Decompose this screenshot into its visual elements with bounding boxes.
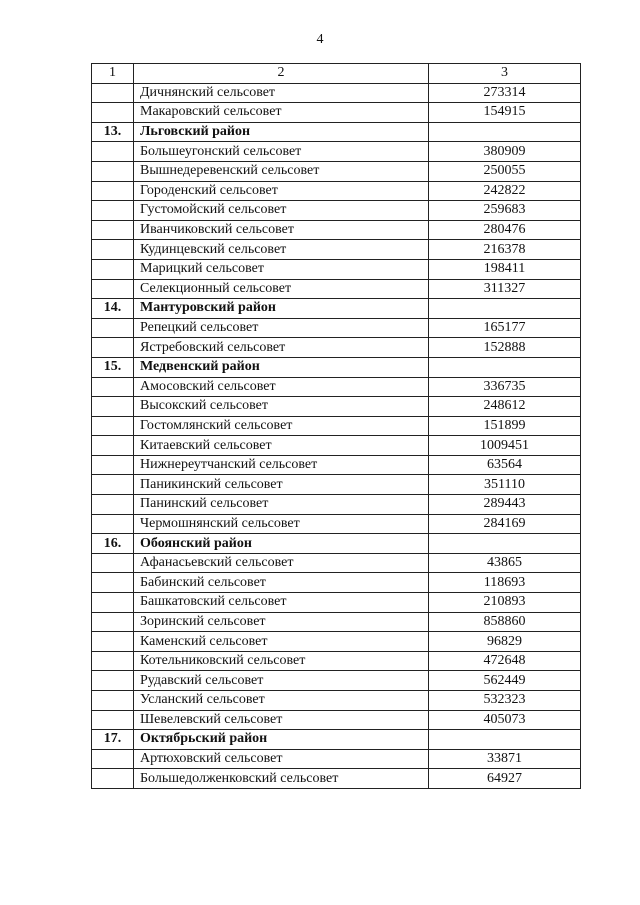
table-row — [92, 514, 581, 534]
table-row — [92, 161, 581, 181]
row-value: 64927 — [429, 769, 581, 789]
council-name: Бабинский сельсовет — [134, 573, 429, 593]
row-value: 280476 — [429, 220, 581, 240]
district-row — [92, 357, 581, 377]
council-name: Рудавский сельсовет — [134, 671, 429, 691]
row-number — [92, 612, 134, 632]
district-name: Медвенский район — [134, 357, 429, 377]
row-number — [92, 220, 134, 240]
row-value: 284169 — [429, 514, 581, 534]
row-number: 13. — [92, 122, 134, 142]
row-value: 472648 — [429, 651, 581, 671]
council-name: Городенский сельсовет — [134, 181, 429, 201]
table-row — [92, 691, 581, 711]
council-name: Ястребовский сельсовет — [134, 338, 429, 358]
row-value — [429, 357, 581, 377]
district-name: Льговский район — [134, 122, 429, 142]
row-value — [429, 122, 581, 142]
row-number — [92, 573, 134, 593]
allocation-table — [91, 63, 581, 789]
row-value: 63564 — [429, 455, 581, 475]
table-row — [92, 103, 581, 123]
table-row — [92, 495, 581, 515]
council-name: Кудинцевский сельсовет — [134, 240, 429, 260]
table-row — [92, 83, 581, 103]
council-name: Селекционный сельсовет — [134, 279, 429, 299]
row-value: 273314 — [429, 83, 581, 103]
row-value: 165177 — [429, 318, 581, 338]
table-row — [92, 632, 581, 652]
row-value: 210893 — [429, 593, 581, 613]
row-number — [92, 651, 134, 671]
column-header-1: 1 — [92, 64, 134, 84]
row-number — [92, 83, 134, 103]
row-value: 242822 — [429, 181, 581, 201]
row-value: 33871 — [429, 749, 581, 769]
table-row — [92, 142, 581, 162]
table-row — [92, 377, 581, 397]
row-value: 198411 — [429, 259, 581, 279]
row-value: 1009451 — [429, 436, 581, 456]
row-value: 152888 — [429, 338, 581, 358]
row-number — [92, 553, 134, 573]
table-row — [92, 201, 581, 221]
row-value — [429, 730, 581, 750]
council-name: Репецкий сельсовет — [134, 318, 429, 338]
row-value — [429, 299, 581, 319]
council-name: Иванчиковский сельсовет — [134, 220, 429, 240]
row-number — [92, 455, 134, 475]
table-row — [92, 553, 581, 573]
row-number — [92, 142, 134, 162]
row-number: 14. — [92, 299, 134, 319]
row-number: 15. — [92, 357, 134, 377]
row-number — [92, 475, 134, 495]
council-name: Китаевский сельсовет — [134, 436, 429, 456]
row-number — [92, 514, 134, 534]
page-number: 4 — [316, 32, 324, 47]
council-name: Густомойский сельсовет — [134, 201, 429, 221]
column-header-3: 3 — [429, 64, 581, 84]
row-value: 43865 — [429, 553, 581, 573]
row-number — [92, 769, 134, 789]
council-name: Высокский сельсовет — [134, 397, 429, 417]
row-number — [92, 279, 134, 299]
table-row — [92, 593, 581, 613]
table-row — [92, 651, 581, 671]
table-row — [92, 671, 581, 691]
council-name: Гостомлянский сельсовет — [134, 416, 429, 436]
row-number — [92, 436, 134, 456]
council-name: Котельниковский сельсовет — [134, 651, 429, 671]
table-row — [92, 710, 581, 730]
table-header-row — [92, 64, 581, 84]
table-row — [92, 436, 581, 456]
council-name: Паникинский сельсовет — [134, 475, 429, 495]
district-row — [92, 730, 581, 750]
row-number — [92, 397, 134, 417]
council-name: Башкатовский сельсовет — [134, 593, 429, 613]
row-number — [92, 691, 134, 711]
row-number — [92, 749, 134, 769]
council-name: Макаровский сельсовет — [134, 103, 429, 123]
table-row — [92, 455, 581, 475]
district-name: Обоянский район — [134, 534, 429, 554]
table-row — [92, 240, 581, 260]
row-value: 336735 — [429, 377, 581, 397]
council-name: Артюховский сельсовет — [134, 749, 429, 769]
row-value: 248612 — [429, 397, 581, 417]
council-name: Нижнереутчанский сельсовет — [134, 455, 429, 475]
table-row — [92, 769, 581, 789]
district-row — [92, 122, 581, 142]
row-number — [92, 416, 134, 436]
council-name: Панинский сельсовет — [134, 495, 429, 515]
table-row — [92, 573, 581, 593]
row-value: 311327 — [429, 279, 581, 299]
table-row — [92, 475, 581, 495]
row-number: 17. — [92, 730, 134, 750]
row-number — [92, 495, 134, 515]
table-body — [92, 83, 581, 788]
row-number — [92, 240, 134, 260]
council-name: Вышнедеревенский сельсовет — [134, 161, 429, 181]
row-number — [92, 671, 134, 691]
council-name: Каменский сельсовет — [134, 632, 429, 652]
row-number — [92, 632, 134, 652]
row-number — [92, 338, 134, 358]
district-name: Мантуровский район — [134, 299, 429, 319]
table-row — [92, 397, 581, 417]
row-number — [92, 259, 134, 279]
row-value: 154915 — [429, 103, 581, 123]
district-row — [92, 534, 581, 554]
row-value: 405073 — [429, 710, 581, 730]
table-row — [92, 318, 581, 338]
table-row — [92, 749, 581, 769]
council-name: Большеугонский сельсовет — [134, 142, 429, 162]
council-name: Амосовский сельсовет — [134, 377, 429, 397]
council-name: Шевелевский сельсовет — [134, 710, 429, 730]
council-name: Чермошнянский сельсовет — [134, 514, 429, 534]
row-number — [92, 181, 134, 201]
row-number — [92, 593, 134, 613]
row-number — [92, 201, 134, 221]
table-row — [92, 338, 581, 358]
row-value: 351110 — [429, 475, 581, 495]
row-value: 118693 — [429, 573, 581, 593]
table-row — [92, 416, 581, 436]
council-name: Марицкий сельсовет — [134, 259, 429, 279]
row-value: 380909 — [429, 142, 581, 162]
council-name: Афанасьевский сельсовет — [134, 553, 429, 573]
council-name: Зоринский сельсовет — [134, 612, 429, 632]
table-row — [92, 220, 581, 240]
district-name: Октябрьский район — [134, 730, 429, 750]
table-row — [92, 612, 581, 632]
row-number — [92, 103, 134, 123]
row-number — [92, 377, 134, 397]
council-name: Усланский сельсовет — [134, 691, 429, 711]
row-value: 532323 — [429, 691, 581, 711]
row-number — [92, 710, 134, 730]
row-value: 216378 — [429, 240, 581, 260]
row-value: 96829 — [429, 632, 581, 652]
table-row — [92, 181, 581, 201]
council-name: Дичнянский сельсовет — [134, 83, 429, 103]
row-number — [92, 161, 134, 181]
council-name: Большедолженковский сельсовет — [134, 769, 429, 789]
row-value: 562449 — [429, 671, 581, 691]
row-value: 858860 — [429, 612, 581, 632]
row-value: 259683 — [429, 201, 581, 221]
row-value: 289443 — [429, 495, 581, 515]
column-header-2: 2 — [134, 64, 429, 84]
table-row — [92, 259, 581, 279]
district-row — [92, 299, 581, 319]
row-value: 250055 — [429, 161, 581, 181]
table-row — [92, 279, 581, 299]
row-value — [429, 534, 581, 554]
row-number: 16. — [92, 534, 134, 554]
row-value: 151899 — [429, 416, 581, 436]
row-number — [92, 318, 134, 338]
